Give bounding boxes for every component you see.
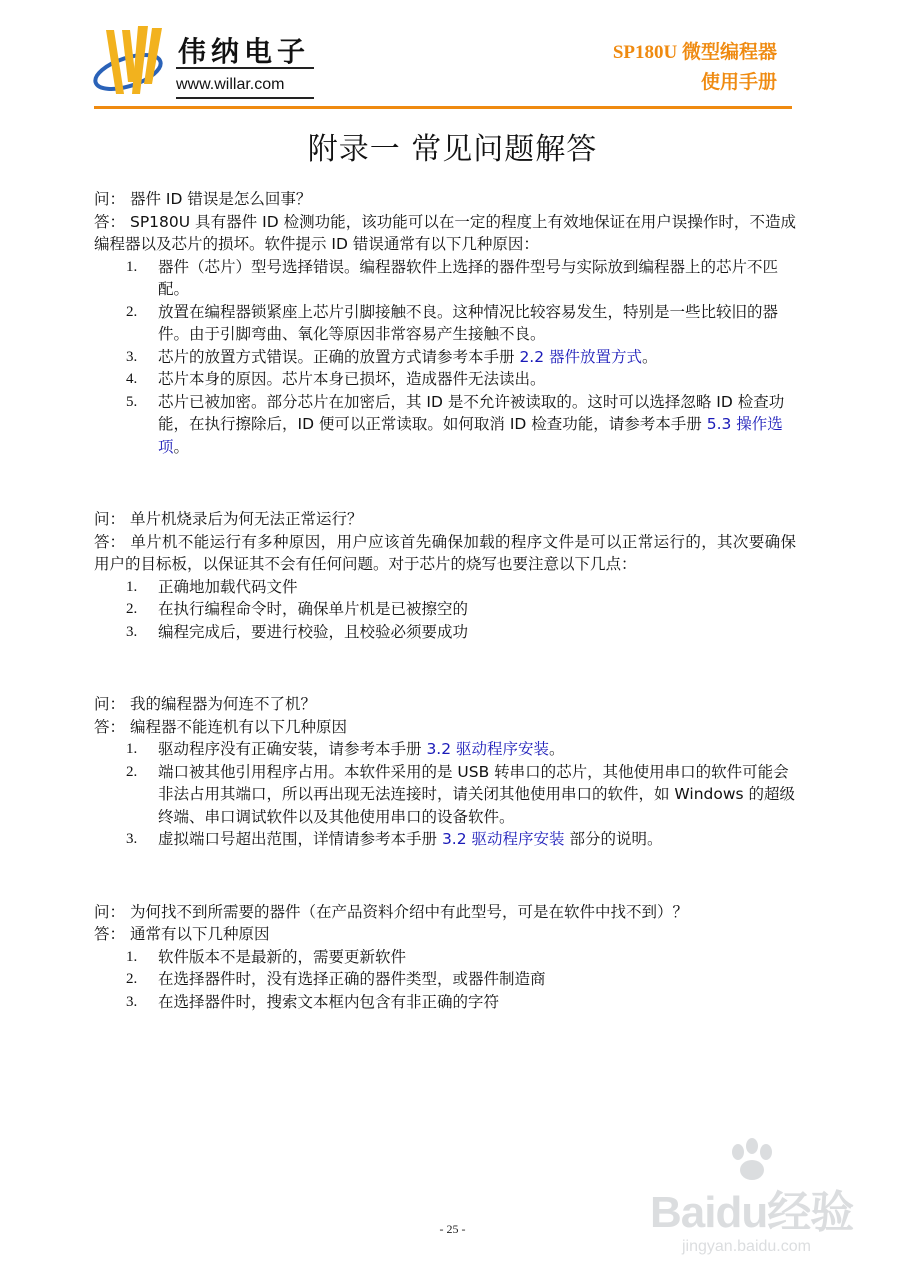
brand-url: www.willar.com: [176, 76, 285, 93]
document-title: [613, 38, 777, 98]
manual-section-link[interactable]: 3.2 驱动程序安装: [426, 740, 550, 758]
question-label: 问：: [94, 190, 126, 208]
answer-text: 单片机不能运行有多种原因，用户应该首先确保加载的程序文件是可以正常运行的，其次要确保用户的目标板，以保证其不会有任何问题。对于芯片的烧写也要注意以下几点：: [94, 532, 796, 573]
list-item-text: 在选择器件时，搜索文本框内包含有非正确的字符: [158, 992, 500, 1011]
list-item-number: 1.: [126, 741, 138, 757]
list-item-number: 1.: [126, 258, 138, 275]
page-number: - 25 -: [439, 1222, 466, 1236]
list-item-text: 在执行编程命令时，确保单片机是已被擦空的: [158, 600, 469, 618]
document-title-line1: SP180U 微型编程器: [612, 42, 777, 63]
answer-text: 编程器不能连机有以下几种原因: [129, 717, 347, 736]
faq-item: [94, 188, 796, 458]
list-item-text-tail: 。: [549, 740, 565, 758]
list-item: [94, 946, 796, 969]
header-rule: [94, 106, 792, 109]
question-text: 为何找不到所需要的器件（在产品资料介绍中有此型号，可是在软件中找不到）？: [129, 902, 688, 921]
list-item-text: 器件（芯片）型号选择错误。编程器软件上选择的器件型号与实际放到编程器上的芯片不匹配。: [158, 257, 779, 298]
list-item-text: 编程完成后，要进行校验，且校验必须要成功: [158, 622, 469, 641]
question: [94, 901, 796, 924]
watermark-brand: Baidu经验: [650, 1188, 854, 1237]
list-item: [94, 621, 796, 644]
list-item: [94, 828, 796, 851]
answer: [94, 531, 796, 576]
list-item: [94, 991, 796, 1014]
question: [94, 508, 796, 531]
question-text: 我的编程器为何连不了机？: [129, 695, 316, 713]
question: [94, 693, 796, 716]
question-text: 单片机烧录后为何无法正常运行？: [129, 510, 363, 528]
question: [94, 188, 796, 211]
faq-content: [94, 188, 796, 1063]
baidu-watermark: [642, 1138, 862, 1268]
list-item-text: 软件版本不是最新的，需要更新软件: [158, 947, 407, 966]
list-item-text: 芯片本身的原因。芯片本身已损坏，造成器件无法读出。: [158, 370, 546, 388]
faq-item: [94, 693, 796, 851]
list-item-number: 1.: [126, 578, 138, 595]
question-text: 器件 ID 错误是怎么回事？: [129, 190, 312, 208]
list-item-number: 4.: [126, 371, 138, 387]
list-item: [94, 391, 796, 459]
faq-item: [94, 508, 796, 643]
list-item-number: 1.: [126, 948, 138, 965]
willar-logo-icon: [92, 22, 170, 100]
answer-label: 答：: [94, 925, 126, 943]
list-item-number: 2.: [126, 601, 138, 617]
list-item: [94, 598, 796, 621]
question-label: 问：: [94, 510, 126, 528]
list-item-text: 芯片已被加密。部分芯片在加密后，其 ID 是不允许被读取的。这时可以选择忽略 ID 检查功能，在执行擦除后，ID 便可以正常读取。如何取消 ID 检查功能，请参考本手册: [158, 392, 785, 433]
list-item-number: 2.: [126, 971, 138, 987]
list-item-text: 虚拟端口号超出范围，详情请参考本手册: [158, 830, 442, 848]
list-item-number: 2.: [126, 763, 138, 780]
manual-section-link[interactable]: 3.2 驱动程序安装: [441, 830, 565, 848]
brand-divider-bottom: [176, 97, 314, 99]
list-item: [94, 346, 796, 369]
answer-label: 答：: [94, 717, 126, 736]
list-item: [94, 576, 796, 599]
answer-list: [94, 946, 796, 1014]
list-item-text-tail: 。: [173, 437, 190, 456]
answer: [94, 211, 796, 256]
list-item-text: 正确地加载代码文件: [158, 577, 298, 596]
page-title: 附录一 常见问题解答: [307, 132, 598, 167]
list-item-number: 3.: [126, 993, 138, 1010]
list-item-number: 3.: [126, 831, 138, 847]
list-item-text: 芯片的放置方式错误。正确的放置方式请参考本手册: [158, 347, 520, 366]
list-item-text: 放置在编程器锁紧座上芯片引脚接触不良。这种情况比较容易发生，特别是一些比较旧的器件。由于引脚弯曲、氧化等原因非常容易产生接触不良。: [158, 302, 779, 343]
list-item: [94, 761, 796, 829]
watermark-url: jingyan.baidu.com: [682, 1238, 811, 1255]
page-header: [0, 0, 905, 110]
list-item: [94, 256, 796, 301]
list-item-text: 在选择器件时，没有选择正确的器件类型，或器件制造商: [158, 970, 546, 988]
list-item-text: 驱动程序没有正确安装，请参考本手册: [158, 740, 427, 758]
answer-text: SP180U 具有器件 ID 检测功能，该功能可以在一定的程度上有效地保证在用户误操作时，不造成编程器以及芯片的损坏。软件提示 ID 错误通常有以下几种原因：: [94, 212, 797, 253]
list-item-text-tail: 部分的说明。: [564, 830, 663, 848]
faq-item: [94, 901, 796, 1014]
list-item-number: 3.: [126, 623, 138, 640]
answer-list: [94, 256, 796, 459]
list-item-text: 端口被其他引用程序占用。本软件采用的是 USB 转串口的芯片，其他使用串口的软件可能会非法占用其端口，所以再出现无法连接时，请关闭其他使用串口的软件，如 Windows 的超级终端、串口调试软件以及其他使用串口的设备软件。: [158, 762, 796, 826]
question-label: 问：: [94, 695, 126, 713]
list-item-number: 5.: [126, 393, 138, 410]
brand-name: 伟纳电子: [178, 35, 311, 68]
document-title-line2: 使用手册: [700, 72, 777, 93]
answer-label: 答：: [94, 212, 126, 231]
list-item-number: 3.: [126, 348, 138, 365]
list-item: [94, 301, 796, 346]
answer-label: 答：: [94, 532, 126, 551]
list-item: [94, 738, 796, 761]
question-label: 问：: [94, 902, 126, 921]
list-item: [94, 368, 796, 391]
answer-list: [94, 576, 796, 644]
list-item-number: 2.: [126, 303, 138, 320]
answer: [94, 716, 796, 739]
answer-text: 通常有以下几种原因: [129, 925, 270, 943]
manual-section-link[interactable]: 2.2 器件放置方式: [519, 347, 643, 366]
answer: [94, 923, 796, 946]
list-item-text-tail: 。: [642, 347, 658, 366]
answer-list: [94, 738, 796, 851]
list-item: [94, 968, 796, 991]
manual-section-link[interactable]: 5.3 操作选项: [158, 415, 783, 456]
